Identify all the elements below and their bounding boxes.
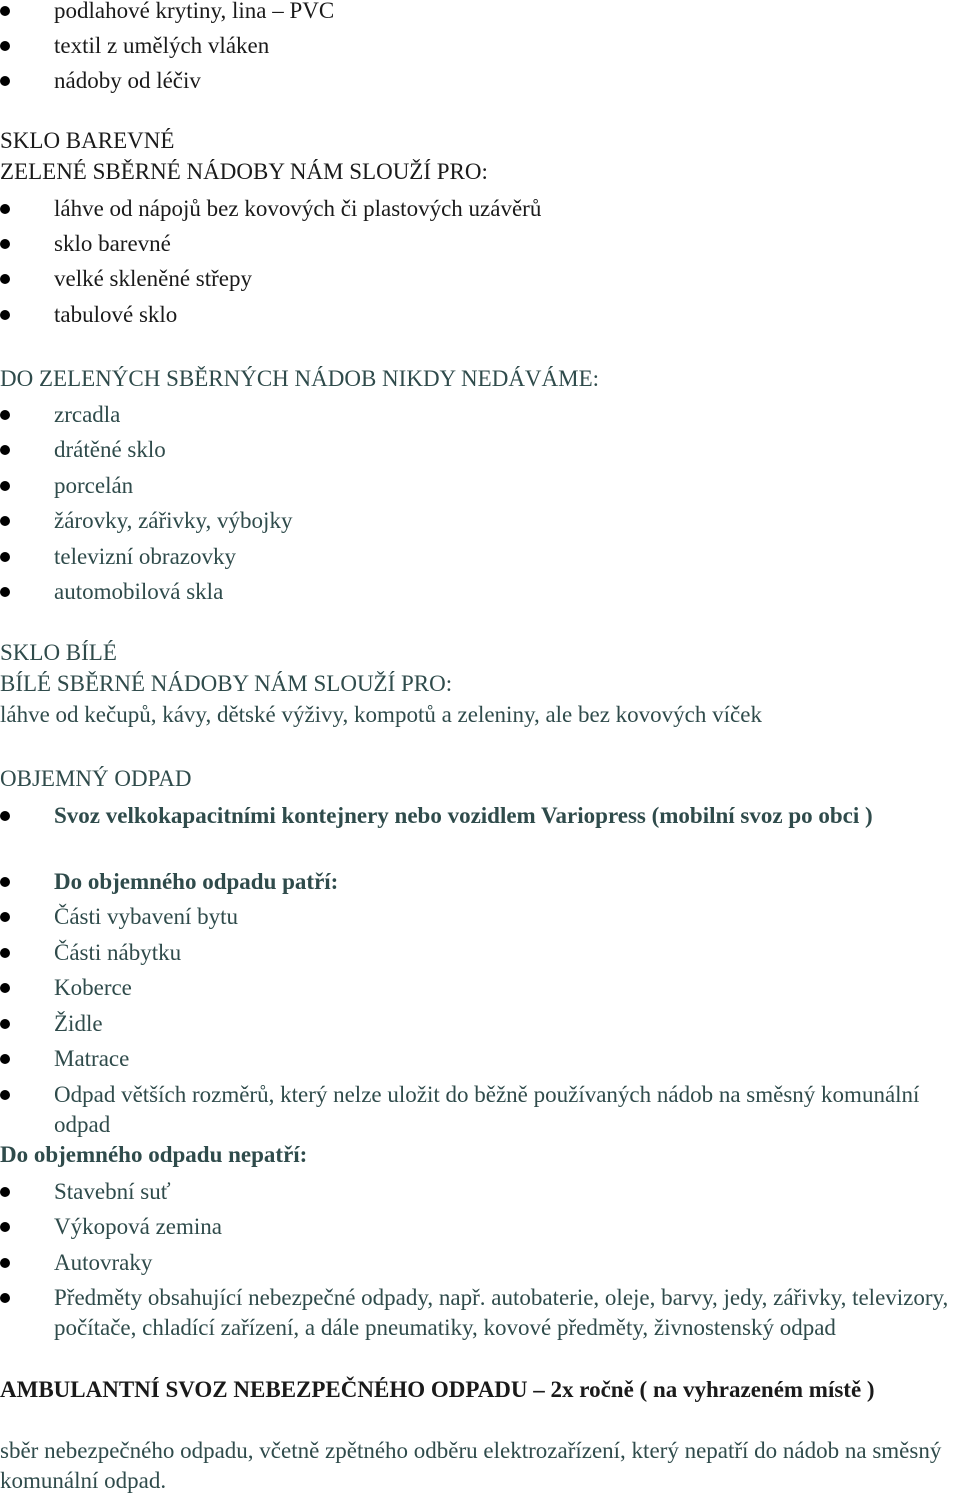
list-item: velké skleněné střepy [54,266,252,291]
section-title: DO ZELENÝCH SBĚRNÝCH NÁDOB NIKDY NEDÁVÁME: [0,366,600,391]
section-text: láhve od kečupů, kávy, dětské výživy, kompotů a zeleniny, ale bez kovových víček [0,702,762,727]
bullet-icon [0,1019,10,1029]
list-item: Části vybavení bytu [54,904,238,929]
list-item: Židle [54,1011,103,1036]
list-item: sklo barevné [54,231,171,256]
section-title: OBJEMNÝ ODPAD [0,766,192,791]
list-item: Matrace [54,1046,130,1071]
list-item: Koberce [54,975,132,1000]
bullet-icon [0,274,10,284]
list-item: tabulové sklo [54,302,178,327]
bullet-icon [0,310,10,320]
section-title: SKLO BAREVNÉ [0,128,175,153]
bullet-icon [0,1090,10,1100]
list-item: automobilová skla [54,579,224,604]
list-item: žárovky, zářivky, výbojky [54,508,293,533]
bullet-icon [0,204,10,214]
list-item: porcelán [54,473,134,498]
bullet-icon [0,552,10,562]
list-item: Autovraky [54,1250,153,1275]
section-title: SKLO BÍLÉ [0,640,117,665]
bullet-icon [0,1187,10,1197]
list-item: láhve od nápojů bez kovových či plastových uzávěrů [54,196,542,221]
section-subtitle: BÍLÉ SBĚRNÉ NÁDOBY NÁM SLOUŽÍ PRO: [0,671,453,696]
bullet-icon [0,877,10,887]
bullet-icon [0,481,10,491]
list-item: drátěné sklo [54,437,166,462]
bullet-icon [0,6,10,16]
bullet-icon [0,1258,10,1268]
section-title: AMBULANTNÍ SVOZ NEBEZPEČNÉHO ODPADU – 2x ročně ( na vyhrazeném místě ) [0,1377,875,1402]
list-item: Odpad větších rozměrů, který nelze uložit do běžně používaných nádob na směsný komunální odpad [54,1082,920,1137]
bullet-icon [0,445,10,455]
bullet-icon [0,948,10,958]
bullet-icon [0,1293,10,1303]
list-item: zrcadla [54,402,121,427]
bullet-icon [0,41,10,51]
bullet-icon [0,239,10,249]
list-item: Předměty obsahující nebezpečné odpady, např. autobaterie, oleje, barvy, jedy, zářivky, televizory, počítače, chladící zařízení, a dále pneumatiky, kovové předměty, živnostenský odpad [54,1285,949,1340]
list-item: nádoby od léčiv [54,68,201,93]
bullet-icon [0,811,10,821]
list-item: Části nábytku [54,940,182,965]
bullet-icon [0,1222,10,1232]
bullet-icon [0,410,10,420]
list-item: podlahové krytiny, lina – PVC [54,0,335,23]
list-item: Stavební suť [54,1179,171,1204]
bullet-icon [0,983,10,993]
list-item: Výkopová zemina [54,1214,222,1239]
section-text: sběr nebezpečného odpadu, včetně zpětného odběru elektrozařízení, který nepatří do nádob na směsný komunální odpad. [0,1438,942,1493]
bullet-icon [0,76,10,86]
list-item: textil z umělých vláken [54,33,270,58]
nepatri-title: Do objemného odpadu nepatří: [0,1142,308,1167]
bullet-icon [0,587,10,597]
section-subtitle: ZELENÉ SBĚRNÉ NÁDOBY NÁM SLOUŽÍ PRO: [0,159,488,184]
bullet-icon [0,912,10,922]
bullet-icon [0,1054,10,1064]
list-item: Svoz velkokapacitními kontejnery nebo vozidlem Variopress (mobilní svoz po obci ) [54,803,873,828]
list-item: Do objemného odpadu patří: [54,869,339,894]
list-item: televizní obrazovky [54,544,237,569]
bullet-icon [0,516,10,526]
